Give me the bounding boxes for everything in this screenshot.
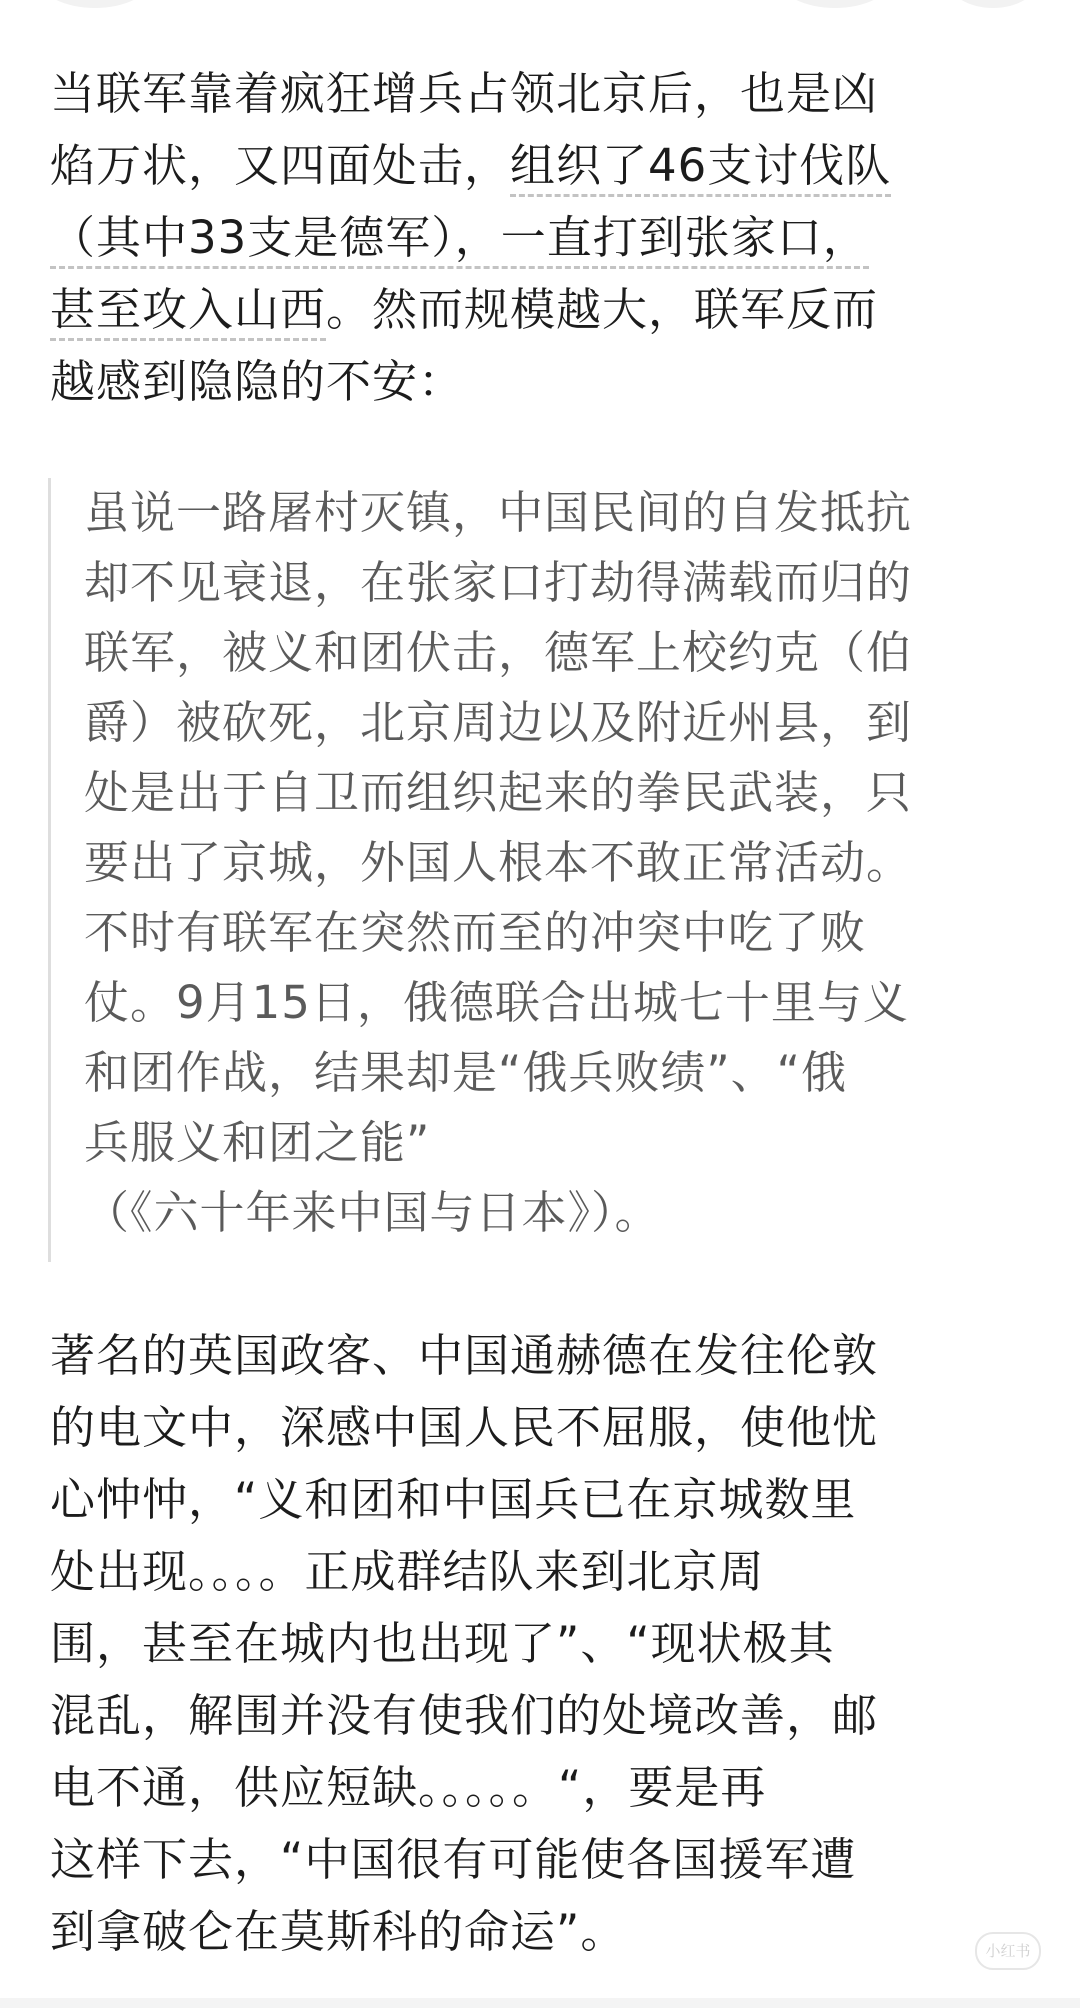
watermark-logo: 小红书 xyxy=(975,1932,1041,1970)
paragraph-line xyxy=(50,202,1025,274)
paragraph-line: 处出现。。。。正成群结队来到北京周 xyxy=(50,1545,765,1598)
quote-line: 和团作战，结果却是“俄兵败绩”、“俄 xyxy=(84,1046,847,1099)
linked-phrase[interactable]: 组织了46支讨伐队 xyxy=(510,139,891,197)
paragraph-line: 越感到隐隐的不安： xyxy=(50,355,465,408)
paragraph-line: 这样下去，“中国很有可能使各国援军遭 xyxy=(50,1833,857,1886)
quote-line: 虽说一路屠村灭镇，中国民间的自发抵抗 xyxy=(84,486,913,539)
linked-phrase[interactable]: （其中33支是德军），一直打到张家口， xyxy=(50,211,869,269)
bottom-divider xyxy=(0,1998,1080,2008)
quote-line: 联军，被义和团伏击，德军上校约克（伯 xyxy=(84,626,913,679)
quote-line: 却不见衰退，在张家口打劫得满载而归的 xyxy=(84,556,913,609)
quote-text xyxy=(84,478,1029,1248)
paragraph-line-segment: 焰万状，又四面处击， xyxy=(50,139,511,192)
paragraph-line: 著名的英国政客、中国通赫德在发往伦敦 xyxy=(50,1329,879,1382)
paragraph-line xyxy=(50,274,1025,346)
paragraph-line xyxy=(50,130,1025,202)
blockquote xyxy=(48,478,1031,1262)
quote-line: 要出了京城，外国人根本不敢正常活动。 xyxy=(84,836,913,889)
quote-line: 爵）被砍死，北京周边以及附近州县，到 xyxy=(84,696,913,749)
paragraph-line: 心忡忡，“义和团和中国兵已在京城数里 xyxy=(50,1473,857,1526)
paragraph-line-segment: 。然而规模越大，联军反而 xyxy=(326,283,879,336)
top-decoration-left xyxy=(40,0,150,8)
quote-citation: （《六十年来中国与日本》）。 xyxy=(84,1186,661,1239)
paragraph-line: 的电文中，深感中国人民不屈服，使他忧 xyxy=(50,1401,879,1454)
quote-line: 仗。9月15日，俄德联合出城七十里与义 xyxy=(84,976,909,1029)
quote-line: 兵服义和团之能” xyxy=(84,1116,431,1169)
paragraph-line: 电不通，供应短缺。。。。。“，要是再 xyxy=(50,1761,767,1814)
article-paragraph-1 xyxy=(50,58,1025,418)
article-paragraph-2 xyxy=(50,1320,1025,1968)
quote-line: 不时有联军在突然而至的冲突中吃了败 xyxy=(84,906,867,959)
paragraph-line: 混乱，解围并没有使我们的处境改善，邮 xyxy=(50,1689,879,1742)
linked-phrase[interactable]: 甚至攻入山西 xyxy=(50,283,326,341)
paragraph-line: 到拿破仑在莫斯科的命运”。 xyxy=(50,1905,627,1958)
top-decoration-right xyxy=(780,0,890,8)
quote-line: 处是出于自卫而组织起来的拳民武装，只 xyxy=(84,766,913,819)
paragraph-line: 当联军靠着疯狂增兵占领北京后，也是凶 xyxy=(50,67,879,120)
top-decoration-far-right xyxy=(948,0,1038,8)
paragraph-line: 围，甚至在城内也出现了”、“现状极其 xyxy=(50,1617,835,1670)
